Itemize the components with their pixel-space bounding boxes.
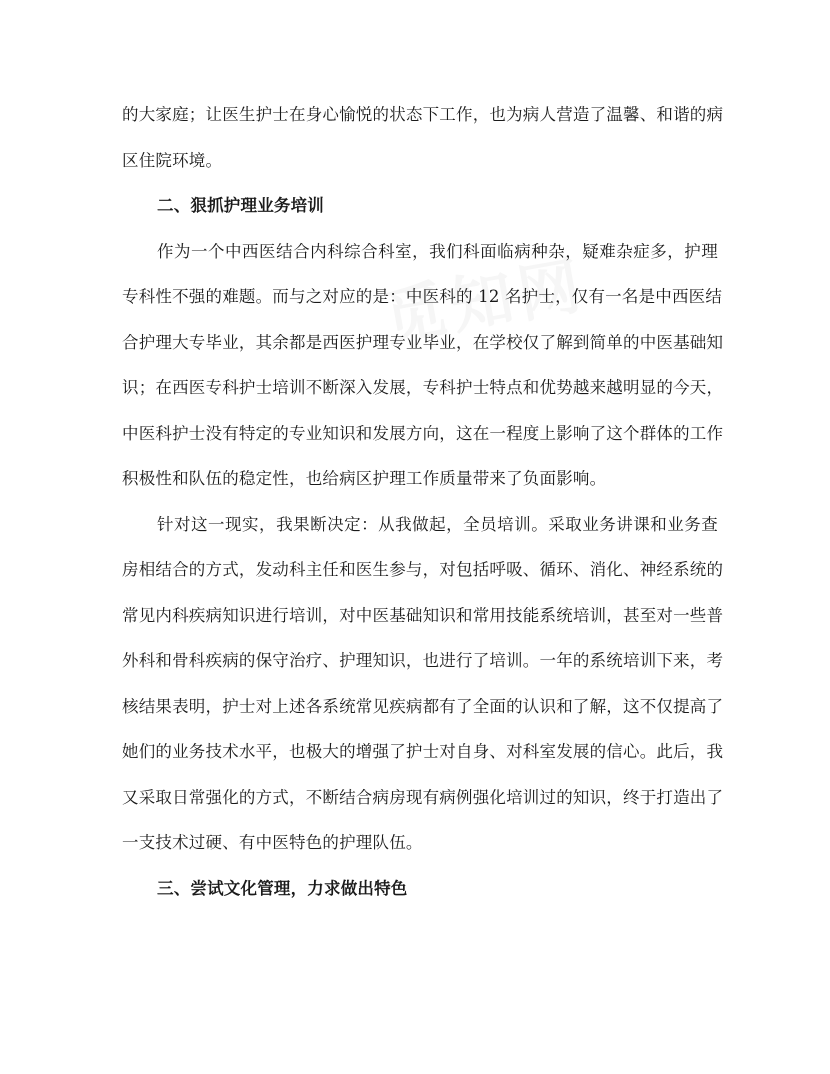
text-line: 识；在西医专科护士培训不断深入发展，专科护士特点和优势越来越明显的今天，	[122, 378, 724, 397]
text-line: 她们的业务技术水平，也极大的增强了护士对自身、对科室发展的信心。此后，我	[122, 742, 724, 761]
text-line: 外科和骨科疾病的保守治疗、护理知识，也进行了培训。一年的系统培训下来，考	[122, 651, 724, 670]
text-line: 专科性不强的难题。而与之对应的是：中医科的 12 名护士，仅有一名是中西医结	[122, 287, 723, 306]
text-line: 针对这一现实，我果断决定：从我做起，全员培训。采取业务讲课和业务查	[157, 514, 718, 534]
text-line: 作为一个中西医结合内科综合科室，我们科面临病种杂，疑难杂症多，护理	[157, 241, 718, 261]
text-line: 积极性和队伍的稳定性，也给病区护理工作质量带来了负面影响。	[122, 469, 607, 488]
text-line: 核结果表明，护士对上述各系统常见疾病都有了全面的认识和了解，这不仅提高了	[122, 696, 724, 716]
text-line: 的大家庭；让医生护士在身心愉悦的状态下工作，也为病人营造了温馨、和谐的病	[122, 105, 724, 124]
text-line: 合护理大专毕业，其余都是西医护理专业毕业，在学校仅了解到简单的中医基础知	[122, 332, 724, 352]
section-heading: 二、狠抓护理业务培训	[157, 196, 324, 215]
text-line: 又采取日常强化的方式，不断结合病房现有病例强化培训过的知识，终于打造出了	[122, 787, 724, 807]
text-line: 区住院环境。	[122, 150, 223, 170]
document-page	[122, 96, 724, 915]
text-line: 中医科护士没有特定的专业知识和发展方向，这在一程度上影响了这个群体的工作	[122, 423, 724, 443]
text-line: 常见内科疾病知识进行培训，对中医基础知识和常用技能系统培训，甚至对一些普	[122, 605, 724, 625]
text-line: 房相结合的方式，发动科主任和医生参与，对包括呼吸、循环、消化、神经系统的	[122, 560, 724, 579]
text-line: 一支技术过硬、有中医特色的护理队伍。	[122, 833, 423, 852]
section-heading: 三、尝试文化管理，力求做出特色	[157, 878, 408, 898]
